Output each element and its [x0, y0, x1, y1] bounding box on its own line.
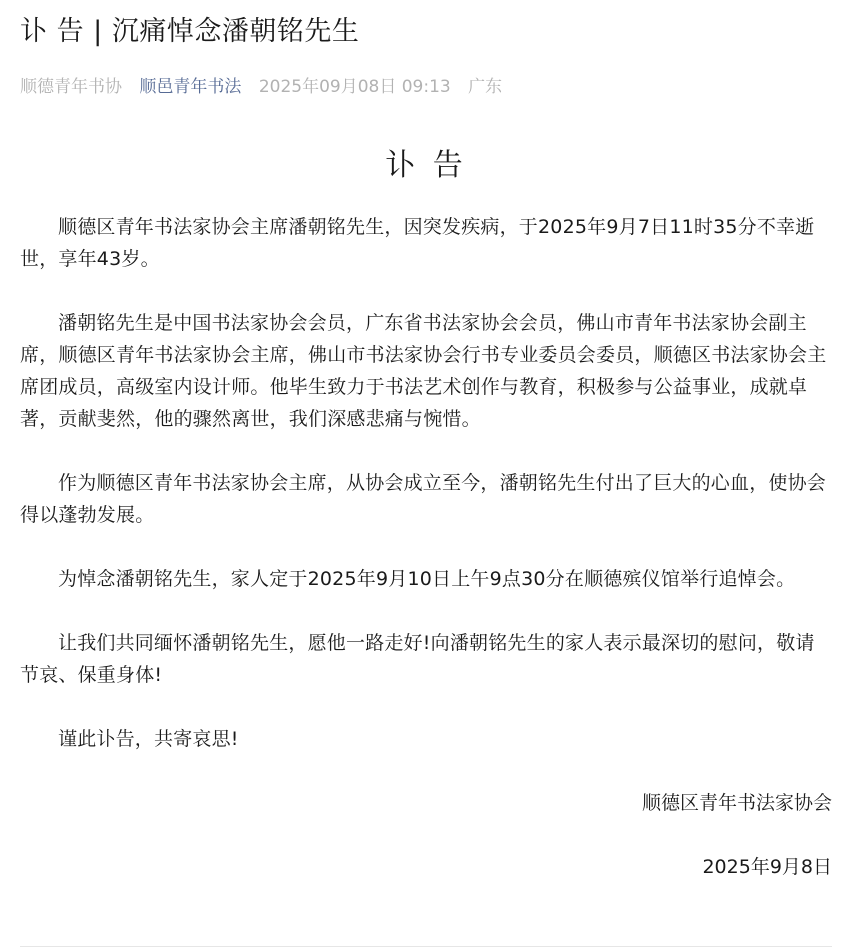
body-paragraph: 谨此讣告，共寄哀思! — [58, 728, 239, 750]
account-name-link[interactable]: 顺邑青年书法 — [139, 77, 242, 97]
body-paragraph: 顺德区青年书法家协会主席潘朝铭先生，因突发疾病，于2025年9月7日11时35分不幸逝世，享年43岁。 — [20, 216, 815, 270]
article — [20, 0, 832, 883]
body-paragraph: 潘朝铭先生是中国书法家协会会员，广东省书法家协会会员，佛山市青年书法家协会副主席，顺德区青年书法家协会主席，佛山市书法家协会行书专业委员会委员，顺德区书法家协会主席团成员，高级室内设计师。他毕生致力于书法艺术创作与教育，积极参与公益事业，成就卓著，贡献斐然，他的骤然离世，我们深感悲痛与惋惜。 — [20, 312, 827, 430]
publish-time: 2025年09月08日 09:13 — [258, 77, 451, 97]
signature-date: 2025年9月8日 — [702, 856, 832, 878]
body-paragraph: 为悼念潘朝铭先生，家人定于2025年9月10日上午9点30分在顺德殡仪馆举行追悼会。 — [58, 568, 796, 590]
article-title: 讣 告 | 沉痛悼念潘朝铭先生 — [20, 16, 360, 47]
article-meta — [20, 76, 832, 98]
author-name: 顺德青年书协 — [20, 77, 122, 97]
publish-location: 广东 — [468, 77, 503, 97]
article-body — [20, 211, 832, 755]
signature-organization: 顺德区青年书法家协会 — [641, 792, 832, 814]
body-paragraph: 作为顺德区青年书法家协会主席，从协会成立至今，潘朝铭先生付出了巨大的心血，使协会得以蓬勃发展。 — [20, 472, 827, 526]
bottom-divider — [20, 946, 832, 947]
obituary-heading: 讣 告 — [385, 148, 467, 183]
body-paragraph: 让我们共同缅怀潘朝铭先生，愿他一路走好!向潘朝铭先生的家人表示最深切的慰问，敬请节哀、保重身体! — [20, 632, 815, 686]
